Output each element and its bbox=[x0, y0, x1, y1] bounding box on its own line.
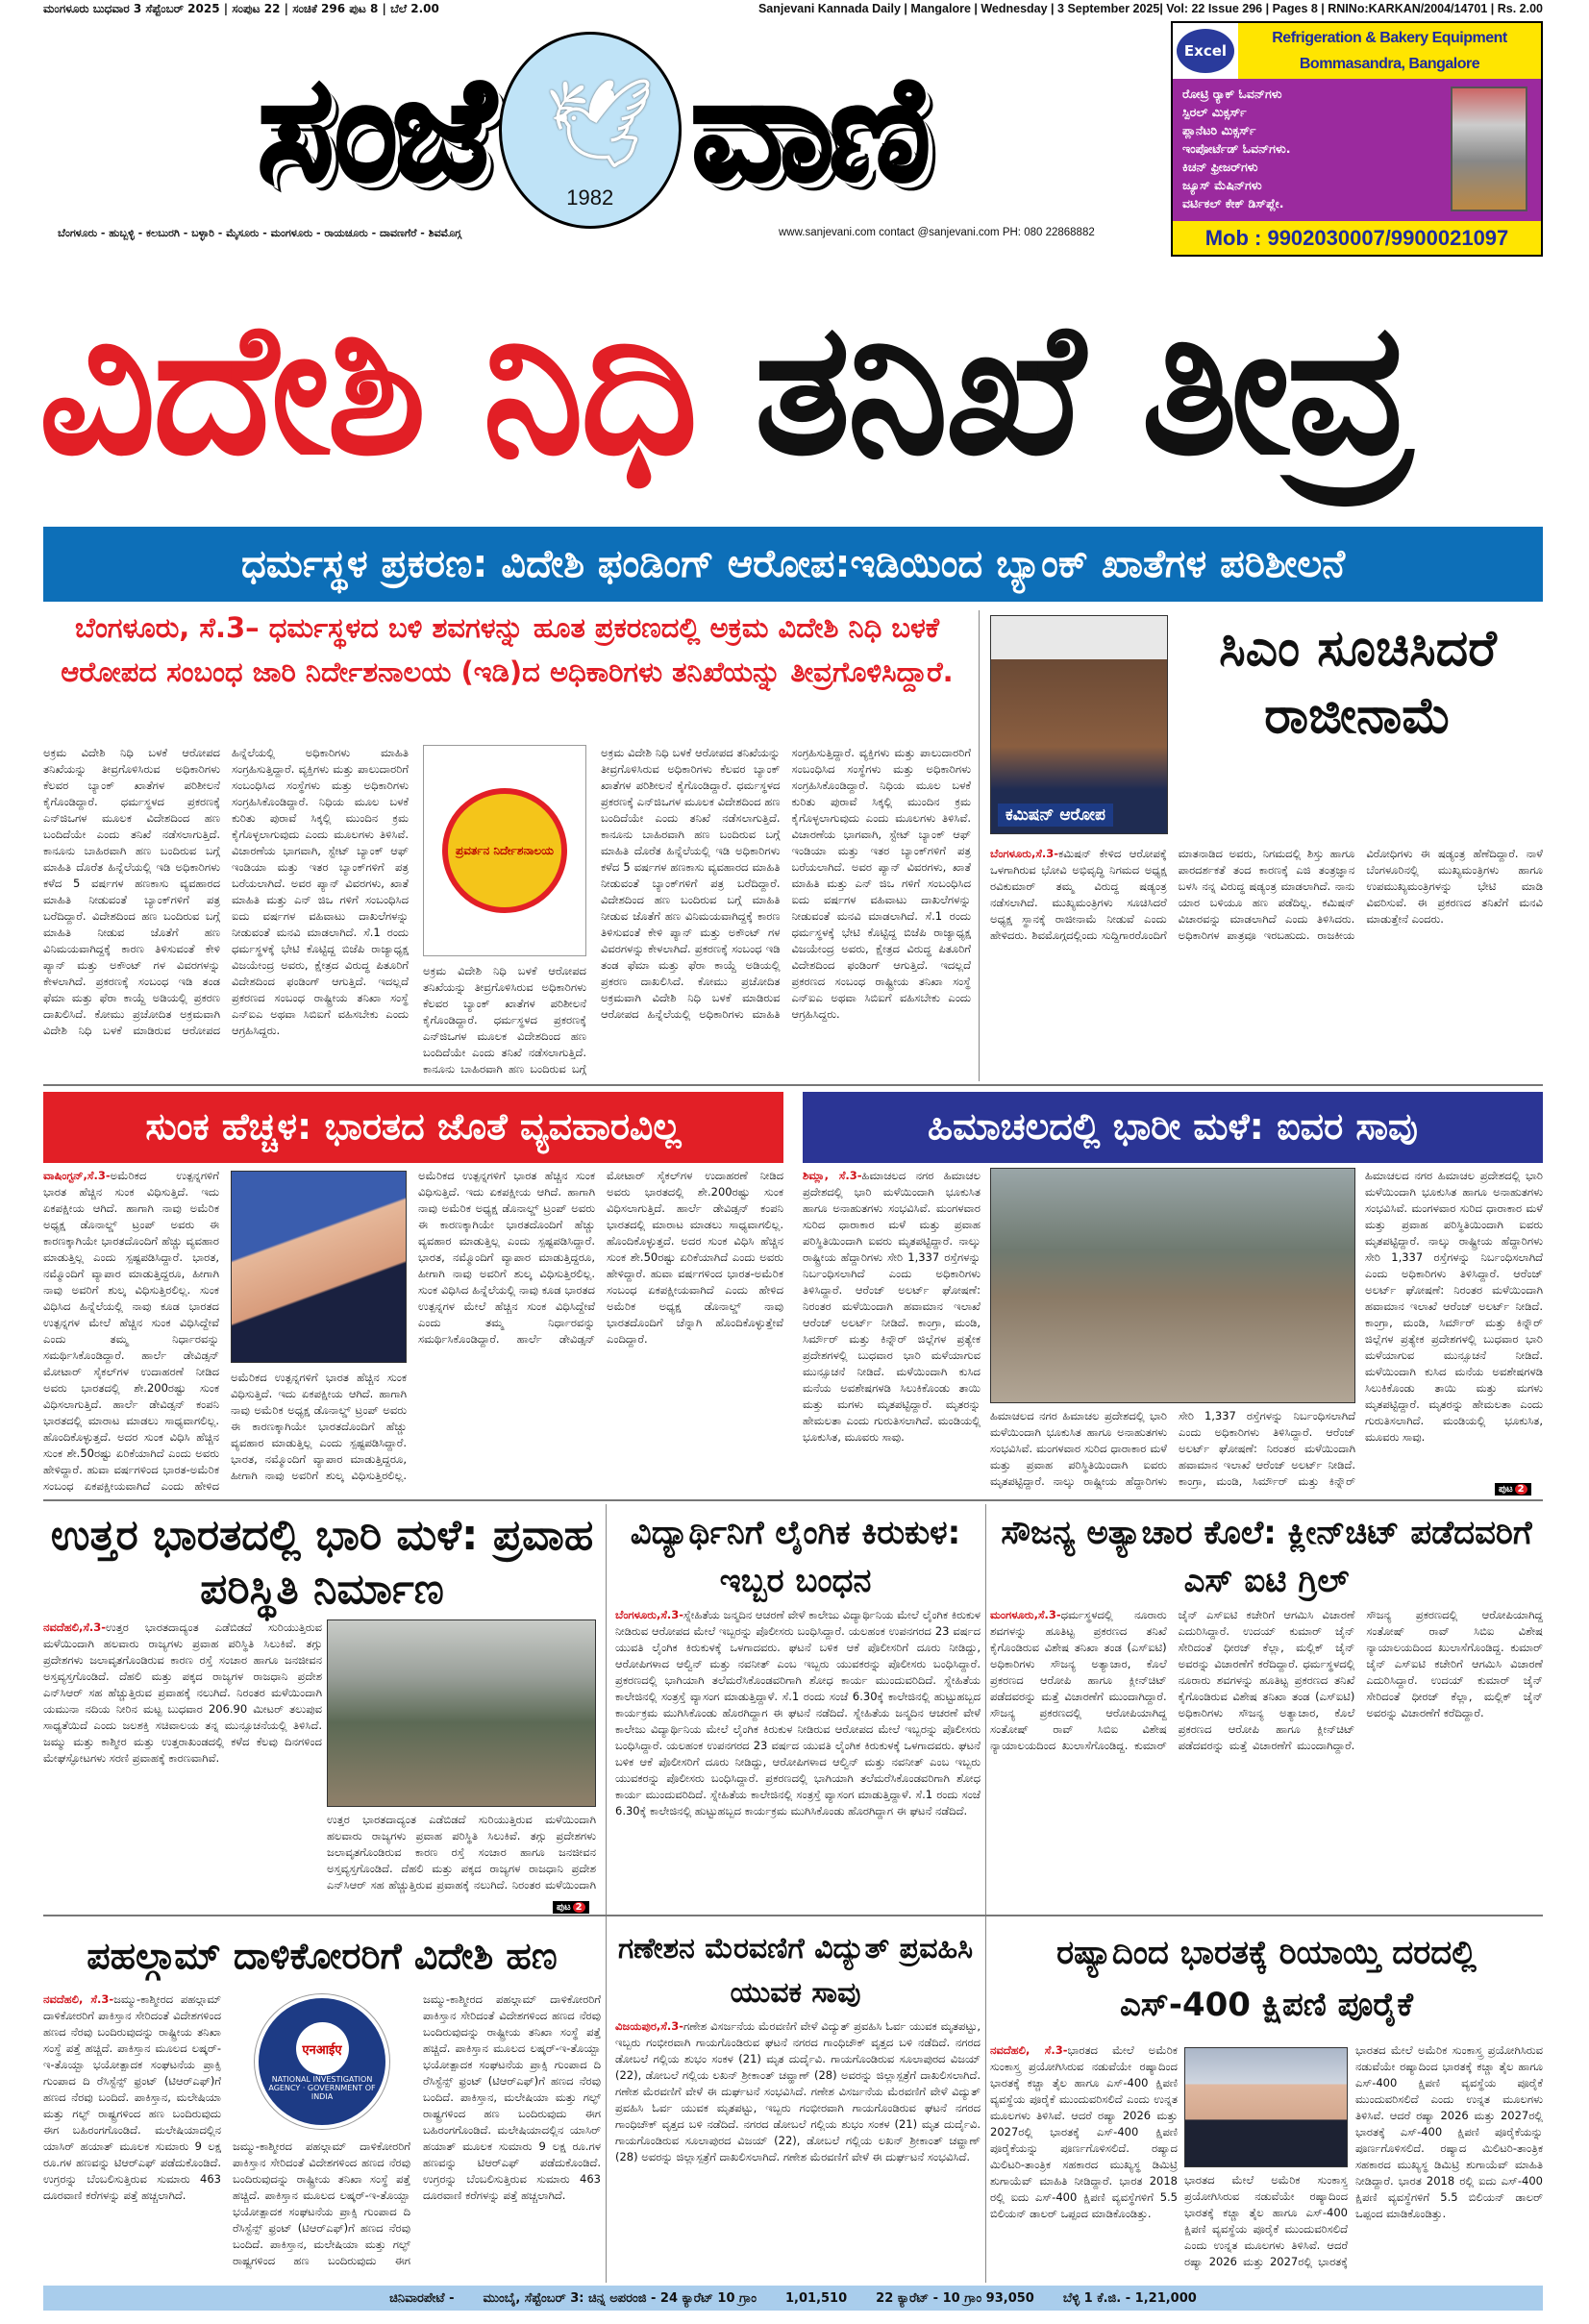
trump-photo bbox=[231, 1171, 407, 1363]
tariff-story-body-col3: ಅಮೆರಿಕದ ಉತ್ಪನ್ನಗಳಿಗೆ ಭಾರತ ಹೆಚ್ಚಿನ ಸುಂಕ ವಿಧಿಸುತ್ತಿದೆ. ಇದು ಏಕಪಕ್ಷೀಯ ಆಗಿದೆ. ಹಾಗಾಗಿ ನಾವು ಅಮೆರಿಕ ಅಧ್ಯಕ್ಷ ಡೊನಾಲ್ಡ್ ಟ್ರಂಪ್ ಅವರು ಈ ಕಾರಣಕ್ಕಾಗಿಯೇ ಭಾರತದೊಂದಿಗೆ ಹೆಚ್ಚು ವ್ಯವಹಾರ ಮಾಡುತ್ತಿಲ್ಲ ಎಂದು ಸ್ಪಷ್ಟಪಡಿಸಿದ್ದಾರೆ. ಭಾರತ, ನಮ್ಮೊಂದಿಗೆ ವ್ಯಾಪಾರ ಮಾಡುತ್ತಿದ್ದರೂ, ಹೀಗಾಗಿ ನಾವು ಅವರಿಗೆ ಶುಲ್ಕ ವಿಧಿಸುತ್ತಿರಲಿಲ್ಲ. ಸುಂಕ ವಿಧಿಸಿದ ಹಿನ್ನೆಲೆಯಲ್ಲಿ ನಾವು ಕೂಡ ಭಾರತದ ಉತ್ಪನ್ನಗಳ ಮೇಲೆ ಹೆಚ್ಚಿನ ಸುಂಕ ವಿಧಿಸಿದ್ದೇವೆ ಎಂದು ತಮ್ಮ ನಿರ್ಧಾರವನ್ನು ಸಮರ್ಥಿಸಿಕೊಂಡಿದ್ದಾರೆ. ಹಾರ್ಲೆ ಡೇವಿಡ್ಸನ್ ಮೋಟಾರ್ ಸೈಕಲ್‌ಗಳ ಉದಾಹರಣೆ ನೀಡಿದ ಅವರು ಭಾರತದಲ್ಲಿ ಶೇ.200ರಷ್ಟು ಸುಂಕ ವಿಧಿಸಲಾಗುತ್ತಿದೆ. ಹಾರ್ಲೆ ಡೇವಿಡ್ಸನ್ ಕಂಪನಿ ಭಾರತದಲ್ಲಿ ಮಾರಾಟ ಮಾಡಲು ಸಾಧ್ಯವಾಗಲಿಲ್ಲ. ಹೊಂದಿಕೊಳ್ಳುತ್ತದೆ. ಅದರ ಸುಂಕ ವಿಧಿಸಿ ಹೆಚ್ಚಿನ ಸುಂಕ ಶೇ.50ರಷ್ಟು ಏರಿಕೆಯಾಗಿದೆ ಎಂದು ಅವರು ಹೇಳಿದ್ದಾರೆ. ಹುವಾ ವರ್ಷಗಳಿಂದ ಭಾರತ-ಅಮೆರಿಕ ಸಂಬಂಧ ಏಕಪಕ್ಷೀಯವಾಗಿದೆ ಎಂದು ಹೇಳಿದ ಅಮೆರಿಕ ಅಧ್ಯಕ್ಷ ಡೊನಾಲ್ಡ್ ನಾವು ಭಾರತದೊಂದಿಗೆ ಚೆನ್ನಾಗಿ ಹೊಂದಿಕೊಳ್ಳುತ್ತೇವೆ ಎಂದಿದ್ದಾರೆ. bbox=[418, 1169, 783, 1346]
ad-item: ಪ್ಲಾನೆಟರಿ ಮಿಕ್ಸರ್ಸ್ bbox=[1182, 123, 1256, 137]
top-info-bar bbox=[43, 2, 1543, 19]
tariff-story-body-col2: ಅಮೆರಿಕದ ಉತ್ಪನ್ನಗಳಿಗೆ ಭಾರತ ಹೆಚ್ಚಿನ ಸುಂಕ ವಿಧಿಸುತ್ತಿದೆ. ಇದು ಏಕಪಕ್ಷೀಯ ಆಗಿದೆ. ಹಾಗಾಗಿ ನಾವು ಅಮೆರಿಕ ಅಧ್ಯಕ್ಷ ಡೊನಾಲ್ಡ್ ಟ್ರಂಪ್ ಅವರು ಈ ಕಾರಣಕ್ಕಾಗಿಯೇ ಭಾರತದೊಂದಿಗೆ ಹೆಚ್ಚು ವ್ಯವಹಾರ ಮಾಡುತ್ತಿಲ್ಲ ಎಂದು ಸ್ಪಷ್ಟಪಡಿಸಿದ್ದಾರೆ. ಭಾರತ, ನಮ್ಮೊಂದಿಗೆ ವ್ಯಾಪಾರ ಮಾಡುತ್ತಿದ್ದರೂ, ಹೀಗಾಗಿ ನಾವು ಅವರಿಗೆ ಶುಲ್ಕ ವಿಧಿಸುತ್ತಿರಲಿಲ್ಲ. bbox=[231, 1371, 407, 1482]
ad-item: ಇಂಪೋರ್ಟೆಡ್ ಓವನ್‌ಗಳು. bbox=[1182, 141, 1291, 156]
ad-item: ಕಿಚನ್ ಫ್ರೀಜರ್‌ಗಳು bbox=[1182, 160, 1258, 174]
north-rain-body-continued: ಉತ್ತರ ಭಾರತದಾದ್ಯಂತ ಎಡೆಬಿಡದೆ ಸುರಿಯುತ್ತಿರುವ ಮಳೆಯಿಂದಾಗಿ ಹಲವಾರು ರಾಜ್ಯಗಳು ಪ್ರವಾಹ ಪರಿಸ್ಥಿತಿ ಸಿಲುಕಿವೆ. ತಗ್ಗು ಪ್ರದೇಶಗಳು ಜಲಾವೃತಗೊಂಡಿರುವ ಕಾರಣ ರಸ್ತೆ ಸಂಚಾರ ಹಾಗೂ ಜನಜೀವನ ಅಸ್ತವ್ಯಸ್ತಗೊಂಡಿದೆ. ದೆಹಲಿ ಮತ್ತು ಪಕ್ಕದ ರಾಜ್ಯಗಳ ರಾಜಧಾನಿ ಪ್ರದೇಶ ಎನ್‌ಸಿಆರ್ ಸಹ ಹೆಚ್ಚುತ್ತಿರುವ ಪ್ರವಾಹಕ್ಕೆ ನಲುಗಿದೆ. ನಿರಂತರ ಮಳೆಯಿಂದಾಗಿ bbox=[327, 1813, 596, 1891]
section-divider bbox=[43, 1915, 1543, 1916]
s400-body-continued: ಭಾರತದ ಮೇಲೆ ಅಮೆರಿಕ ಸುಂಕಾಸ್ತ್ರ ಪ್ರಯೋಗಿಸಿರುವ ನಡುವೆಯೇ ರಷ್ಯಾದಿಂದ ಭಾರತಕ್ಕೆ ಕಚ್ಚಾ ತೈಲ ಹಾಗೂ ಎಸ್-400 ಕ್ಷಿಪಣಿ ವ್ಯವಸ್ಥೆಯ ಪೂರೈಕೆ ಮುಂದುವರಿಸಲಿದೆ ಎಂದು ಉನ್ನತ ಮೂಲಗಳು ತಿಳಿಸಿವೆ. ಆದರೆ ರಷ್ಯಾ 2026 ಮತ್ತು 2027ರಲ್ಲಿ ಭಾರತಕ್ಕೆ bbox=[1184, 2173, 1348, 2268]
ticker-item: 22 ಕ್ಯಾರೆಟ್ - 10 ಗ್ರಾಂ 93,050 bbox=[876, 2290, 1034, 2306]
nia-logo-text: NATIONAL INVESTIGATION AGENCY · GOVERNMENT OF INDIA bbox=[268, 2075, 376, 2101]
flood-street-photo bbox=[327, 1619, 596, 1807]
tariff-story-body: ವಾಷಿಂಗ್ಟನ್,ಸೆ.3-ಅಮೆರಿಕದ ಉತ್ಪನ್ನಗಳಿಗೆ ಭಾರತ ಹೆಚ್ಚಿನ ಸುಂಕ ವಿಧಿಸುತ್ತಿದೆ. ಇದು ಏಕಪಕ್ಷೀಯ ಆಗಿದೆ. ಹಾಗಾಗಿ ನಾವು ಅಮೆರಿಕ ಅಧ್ಯಕ್ಷ ಡೊನಾಲ್ಡ್ ಟ್ರಂಪ್ ಅವರು ಈ ಕಾರಣಕ್ಕಾಗಿಯೇ ಭಾರತದೊಂದಿಗೆ ಹೆಚ್ಚು ವ್ಯವಹಾರ ಮಾಡುತ್ತಿಲ್ಲ ಎಂದು ಸ್ಪಷ್ಟಪಡಿಸಿದ್ದಾರೆ. ಭಾರತ, ನಮ್ಮೊಂದಿಗೆ ವ್ಯಾಪಾರ ಮಾಡುತ್ತಿದ್ದರೂ, ಹೀಗಾಗಿ ನಾವು ಅವರಿಗೆ ಶುಲ್ಕ ವಿಧಿಸುತ್ತಿರಲಿಲ್ಲ. ಸುಂಕ ವಿಧಿಸಿದ ಹಿನ್ನೆಲೆಯಲ್ಲಿ ನಾವು ಕೂಡ ಭಾರತದ ಉತ್ಪನ್ನಗಳ ಮೇಲೆ ಹೆಚ್ಚಿನ ಸುಂಕ ವಿಧಿಸಿದ್ದೇವೆ ಎಂದು ತಮ್ಮ ನಿರ್ಧಾರವನ್ನು ಸಮರ್ಥಿಸಿಕೊಂಡಿದ್ದಾರೆ. ಹಾರ್ಲೆ ಡೇವಿಡ್ಸನ್ ಮೋಟಾರ್ ಸೈಕಲ್‌ಗಳ ಉದಾಹರಣೆ ನೀಡಿದ ಅವರು ಭಾರತದಲ್ಲಿ ಶೇ.200ರಷ್ಟು ಸುಂಕ ವಿಧಿಸಲಾಗುತ್ತಿದೆ. ಹಾರ್ಲೆ ಡೇವಿಡ್ಸನ್ ಕಂಪನಿ ಭಾರತದಲ್ಲಿ ಮಾರಾಟ ಮಾಡಲು ಸಾಧ್ಯವಾಗಲಿಲ್ಲ. ಹೊಂದಿಕೊಳ್ಳುತ್ತದೆ. ಅದರ ಸುಂಕ ವಿಧಿಸಿ ಹೆಚ್ಚಿನ ಸುಂಕ ಶೇ.50ರಷ್ಟು ಏರಿಕೆಯಾಗಿದೆ ಎಂದು ಅವರು ಹೇಳಿದ್ದಾರೆ. ಹುವಾ ವರ್ಷಗಳಿಂದ ಭಾರತ-ಅಮೆರಿಕ ಸಂಬಂಧ ಏಕಪಕ್ಷೀಯವಾಗಿದೆ ಎಂದು ಹೇಳಿದ bbox=[43, 1169, 219, 1493]
himachal-story-body-right: ಹಿಮಾಚಲದ ನಗರ ಹಿಮಾಚಲ ಪ್ರದೇಶದಲ್ಲಿ ಭಾರಿ ಮಳೆಯಿಂದಾಗಿ ಭೂಕುಸಿತ ಹಾಗೂ ಅನಾಹುತಗಳು ಸಂಭವಿಸಿವೆ. ಮಂಗಳವಾರ ಸುರಿದ ಧಾರಾಕಾರ ಮಳೆ ಮತ್ತು ಪ್ರವಾಹ ಪರಿಸ್ಥಿತಿಯಿಂದಾಗಿ ಐವರು ಮೃತಪಟ್ಟಿದ್ದಾರೆ. ನಾಲ್ಕು ರಾಷ್ಟ್ರೀಯ ಹೆದ್ದಾರಿಗಳು ಸೇರಿ 1,337 ರಸ್ತೆಗಳನ್ನು ನಿರ್ಬಂಧಿಸಲಾಗಿದೆ ಎಂದು ಅಧಿಕಾರಿಗಳು ತಿಳಿಸಿದ್ದಾರೆ. ಆರೆಂಜ್ ಅಲರ್ಟ್ ಘೋಷಣೆ: ನಿರಂತರ ಮಳೆಯಿಂದಾಗಿ ಹವಾಮಾನ ಇಲಾಖೆ ಆರೆಂಜ್ ಅಲರ್ಟ್ ನೀಡಿದೆ. ಕಾಂಗ್ರಾ, ಮಂಡಿ, ಸಿರ್ಮೌರ್ ಮತ್ತು ಕಿನ್ನೌರ್ ಜಿಲ್ಲೆಗಳ ಪ್ರತ್ಯೇಕ ಪ್ರದೇಶಗಳಲ್ಲಿ ಬುಧವಾರ ಭಾರಿ ಮಳೆಯಾಗುವ ಮುನ್ಸೂಚನೆ ನೀಡಿದೆ. ಮಳೆಯಿಂದಾಗಿ ಕುಸಿದ ಮನೆಯ ಅವಶೇಷಗಳಡಿ ಸಿಲುಕಿಕೊಂಡು ತಾಯಿ ಮತ್ತು ಮಗಳು ಮೃತಪಟ್ಟಿದ್ದಾರೆ. ಮೃತರನ್ನು ಹೇಮಲತಾ ಎಂದು ಗುರುತಿಸಲಾಗಿದೆ. ಮಂಡಿಯಲ್ಲಿ ಭೂಕುಸಿತ, ಮೂವರು ಸಾವು. bbox=[1365, 1169, 1543, 1444]
flood-photo bbox=[990, 1168, 1355, 1403]
ad-item: ಸ್ಪಿರಲ್ ಮಿಕ್ಸರ್ಸ್ bbox=[1182, 105, 1247, 119]
soujanya-headline: ಸೌಜನ್ಯ ಅತ್ಯಾಚಾರ ಕೊಲೆ: ಕ್ಲೀನ್‌ಚಿಟ್ ಪಡೆದವರಿಗೆ ಎಸ್ ಐಟಿ ಗ್ರಿಲ್ bbox=[1001, 1514, 1532, 1600]
pahalgam-headline: ಪಹಲ್ಗಾಮ್ ದಾಳಿಕೋರರಿಗೆ ವಿದೇಶಿ ಹಣ bbox=[87, 1935, 558, 1977]
cm-story-body: ಬೆಂಗಳೂರು,ಸೆ.3-ಕಮಿಷನ್ ಕೇಳಿದ ಆರೋಪಕ್ಕೆ ಒಳಗಾಗಿರುವ ಭೋವಿ ಅಭಿವೃದ್ಧಿ ನಿಗಮದ ಅಧ್ಯಕ್ಷ ರವಿಕುಮಾರ್ ತಮ್ಮ ವಿರುದ್ಧ ಷಡ್ಯಂತ್ರ ನಡೆಸಲಾಗಿದೆ. ಮುಖ್ಯಮಂತ್ರಿಗಳು ಸೂಚಿಸಿದರೆ ಅಧ್ಯಕ್ಷ ಸ್ಥಾನಕ್ಕೆ ರಾಜೀನಾಮೆ ನೀಡುವೆ ಎಂದು ಹೇಳಿದರು. ಶಿವಮೊಗ್ಗದಲ್ಲಿಂದು ಸುದ್ದಿಗಾರರೊಂದಿಗೆ ಮಾತನಾಡಿದ ಅವರು, ನಿಗಮದಲ್ಲಿ ಶಿಸ್ತು ಹಾಗೂ ಪಾರದರ್ಶಕತೆ ತಂದ ಕಾರಣಕ್ಕೆ ಎಜಿ ತಂತ್ರಜ್ಞಾನ ಬಳಸಿ ನನ್ನ ವಿರುದ್ಧ ಷಡ್ಯಂತ್ರ ಮಾಡಲಾಗಿದೆ. ನಾನು ಯಾರ ಬಳಿಯೂ ಹಣ ಪಡೆದಿಲ್ಲ. ಕಮಿಷನ್ ವಿಚಾರವನ್ನು ಮಾಡಲಾಗಿದೆ ಎಂದು ತಿಳಿಸಿದರು. ಅಧಿಕಾರಿಗಳ ಪಾತ್ರವೂ ಇರಬಹುದು. ರಾಜಕೀಯ ವಿರೋಧಿಗಳು ಈ ಷಡ್ಯಂತ್ರ ಹೆಣೆದಿದ್ದಾರೆ. ನಾಳೆ ಬೆಂಗಳೂರಿನಲ್ಲಿ ಮುಖ್ಯಮಂತ್ರಿಗಳು ಹಾಗೂ ಉಪಮುಖ್ಯಮಂತ್ರಿಗಳನ್ನು ಭೇಟಿ ಮಾಡಿ ವಿವರಿಸುವೆ. ಈ ಪ್ರಕರಣದ ತನಿಖೆಗೆ ಮನವಿ ಮಾಡುತ್ತೇನೆ ಎಂದರು. bbox=[990, 847, 1543, 942]
section-divider bbox=[43, 1084, 1543, 1086]
himachal-story-body: ಶಿಮ್ಲಾ, ಸೆ.3-ಹಿಮಾಚಲದ ನಗರ ಹಿಮಾಚಲ ಪ್ರದೇಶದಲ್ಲಿ ಭಾರಿ ಮಳೆಯಿಂದಾಗಿ ಭೂಕುಸಿತ ಹಾಗೂ ಅನಾಹುತಗಳು ಸಂಭವಿಸಿವೆ. ಮಂಗಳವಾರ ಸುರಿದ ಧಾರಾಕಾರ ಮಳೆ ಮತ್ತು ಪ್ರವಾಹ ಪರಿಸ್ಥಿತಿಯಿಂದಾಗಿ ಐವರು ಮೃತಪಟ್ಟಿದ್ದಾರೆ. ನಾಲ್ಕು ರಾಷ್ಟ್ರೀಯ ಹೆದ್ದಾರಿಗಳು ಸೇರಿ 1,337 ರಸ್ತೆಗಳನ್ನು ನಿರ್ಬಂಧಿಸಲಾಗಿದೆ ಎಂದು ಅಧಿಕಾರಿಗಳು ತಿಳಿಸಿದ್ದಾರೆ. ಆರೆಂಜ್ ಅಲರ್ಟ್ ಘೋಷಣೆ: ನಿರಂತರ ಮಳೆಯಿಂದಾಗಿ ಹವಾಮಾನ ಇಲಾಖೆ ಆರೆಂಜ್ ಅಲರ್ಟ್ ನೀಡಿದೆ. ಕಾಂಗ್ರಾ, ಮಂಡಿ, ಸಿರ್ಮೌರ್ ಮತ್ತು ಕಿನ್ನೌರ್ ಜಿಲ್ಲೆಗಳ ಪ್ರತ್ಯೇಕ ಪ್ರದೇಶಗಳಲ್ಲಿ ಬುಧವಾರ ಭಾರಿ ಮಳೆಯಾಗುವ ಮುನ್ಸೂಚನೆ ನೀಡಿದೆ. ಮಳೆಯಿಂದಾಗಿ ಕುಸಿದ ಮನೆಯ ಅವಶೇಷಗಳಡಿ ಸಿಲುಕಿಕೊಂಡು ತಾಯಿ ಮತ್ತು ಮಗಳು ಮೃತಪಟ್ಟಿದ್ದಾರೆ. ಮೃತರನ್ನು ಹೇಮಲತಾ ಎಂದು ಗುರುತಿಸಲಾಗಿದೆ. ಮಂಡಿಯಲ್ಲಿ ಭೂಕುಸಿತ, ಮೂವರು ಸಾವು. bbox=[803, 1169, 981, 1444]
ticker-item: ಮುಂಬೈ, ಸೆಪ್ಟೆಂಬರ್ 3: ಚಿನ್ನ ಅಪರಂಜಿ - 24 ಕ್ಯಾರೆಟ್ 10 ಗ್ರಾಂ bbox=[483, 2290, 757, 2306]
column-divider bbox=[979, 610, 980, 1081]
ticker-item: ಚಿನಿವಾರಪೇಟೆ - bbox=[389, 2290, 455, 2306]
commission-photo bbox=[990, 615, 1168, 834]
issue-info-kannada: ಮಂಗಳೂರು ಬುಧವಾರ 3 ಸೆಪ್ಟೆಂಬರ್ 2025 | ಸಂಪುಟ 22 | ಸಂಚಿಕೆ 296 ಪುಟ 8 | ಬೆಲೆ 2.00 bbox=[43, 2, 439, 15]
masthead-logo bbox=[58, 38, 1125, 221]
himachal-headline: ಹಿಮಾಚಲದಲ್ಲಿ ಭಾರೀ ಮಳೆ: ಐವರ ಸಾವು bbox=[803, 1092, 1543, 1163]
cm-story-headline: ಸಿಎಂ ಸೂಚಿಸಿದರೆ ರಾಜೀನಾಮೆ bbox=[1219, 620, 1497, 745]
issue-info-english: Sanjevani Kannada Daily | Mangalore | Wednesday | 3 September 2025| Vol: 22 Issue 296 | Pages 8 | RNINo:KARKAN/2004/14701 | Rs. 2.00 bbox=[757, 2, 1543, 15]
lead-paragraph: ಬೆಂಗಳೂರು, ಸೆ.3– ಧರ್ಮಸ್ಥಳದ ಬಳಿ ಶವಗಳನ್ನು ಹೂತ ಪ್ರಕರಣದಲ್ಲಿ ಅಕ್ರಮ ವಿದೇಶಿ ನಿಧಿ ಬಳಕೆ ಆರೋಪದ ಸಂಬಂಧ ಜಾರಿ ನಿರ್ದೇಶನಾಲಯ (ಇಡಿ)ದ ಅಧಿಕಾರಿಗಳು ತನಿಖೆಯನ್ನು ತೀವ್ರಗೊಳಿಸಿದ್ದಾರೆ. bbox=[61, 611, 954, 688]
main-story-body-left: ಅಕ್ರಮ ವಿದೇಶಿ ನಿಧಿ ಬಳಕೆ ಆರೋಪದ ತನಿಖೆಯನ್ನು ತೀವ್ರಗೊಳಿಸಿರುವ ಅಧಿಕಾರಿಗಳು ಕೆಲವರ ಬ್ಯಾಂಕ್ ಖಾತೆಗಳ ಪರಿಶೀಲನೆ ಕೈಗೊಂಡಿದ್ದಾರೆ. ಧರ್ಮಸ್ಥಳದ ಪ್ರಕರಣಕ್ಕೆ ಎನ್‌ಜಿಒಗಳ ಮೂಲಕ ವಿದೇಶದಿಂದ ಹಣ ಬಂದಿದೆಯೇ ಎಂದು ತನಿಖೆ ನಡೆಸಲಾಗುತ್ತಿದೆ. ಕಾನೂನು ಬಾಹಿರವಾಗಿ ಹಣ ಬಂದಿರುವ ಬಗ್ಗೆ ಮಾಹಿತಿ ದೊರೆತ ಹಿನ್ನೆಲೆಯಲ್ಲಿ ಇಡಿ ಅಧಿಕಾರಿಗಳು ಕಳೆದ 5 ವರ್ಷಗಳ ಹಣಕಾಸು ವ್ಯವಹಾರದ ಮಾಹಿತಿ ನೀಡುವಂತೆ ಬ್ಯಾಂಕ್‌ಗಳಿಗೆ ಪತ್ರ ಬರೆದಿದ್ದಾರೆ. ವಿದೇಶದಿಂದ ಹಣ ಬಂದಿರುವ ಬಗ್ಗೆ ಮಾಹಿತಿ ನೀಡುವ ಜೊತೆಗೆ ಹಣ ವಿನಿಮಯವಾಗಿದ್ದಕ್ಕೆ ಕಾರಣ ತಿಳಿಸುವಂತೆ ಕೇಳಿ ಪ್ಯಾನ್ ಮತ್ತು ಅಕೌಂಟ್ ಗಳ ವಿವರಗಳನ್ನು ಕೇಳಲಾಗಿದೆ. ಪ್ರಕರಣಕ್ಕೆ ಸಂಬಂಧ ಇಡಿ ತಂಡ ಫೆಮಾ ಮತ್ತು ಫೆರಾ ಕಾಯ್ದೆ ಅಡಿಯಲ್ಲಿ ಪ್ರಕರಣ ದಾಖಲಿಸಿದೆ. ಕೋಮು ಪ್ರಚೋದಿತ ಅಕ್ರಮವಾಗಿ ವಿದೇಶಿ ನಿಧಿ ಬಳಕೆ ಮಾಡಿರುವ ಆರೋಪದ ಹಿನ್ನೆಲೆಯಲ್ಲಿ ಅಧಿಕಾರಿಗಳು ಮಾಹಿತಿ ಸಂಗ್ರಹಿಸುತ್ತಿದ್ದಾರೆ. ವ್ಯಕ್ತಿಗಳು ಮತ್ತು ಪಾಲುದಾರರಿಗೆ ಸಂಬಂಧಿಸಿದ ಸಂಸ್ಥೆಗಳು ಮತ್ತು ಅಧಿಕಾರಿಗಳು ಸಂಗ್ರಹಿಸಿಕೊಂಡಿದ್ದಾರೆ. ನಿಧಿಯ ಮೂಲ ಬಳಕೆ ಕುರಿತು ಪುರಾವೆ ಸಿಕ್ಕಲ್ಲಿ ಮುಂದಿನ ಕ್ರಮ ಕೈಗೊಳ್ಳಲಾಗುವುದು ಎಂದು ಮೂಲಗಳು ತಿಳಿಸಿವೆ. ವಿಚಾರಣೆಯ ಭಾಗವಾಗಿ, ಸ್ಟೇಟ್ ಬ್ಯಾಂಕ್ ಆಫ್ ಇಂಡಿಯಾ ಮತ್ತು ಇತರ ಬ್ಯಾಂಕ್‌ಗಳಿಗೆ ಪತ್ರ ಬರೆಯಲಾಗಿದೆ. ಅವರ ಪ್ಯಾನ್ ವಿವರಗಳು, ಖಾತೆ ಮಾಹಿತಿ ಮತ್ತು ಎನ್ ಜಿಒ ಗಳಿಗೆ ಸಂಬಂಧಿಸಿದ ಐದು ವರ್ಷಗಳ ವಹಿವಾಟು ದಾಖಲೆಗಳನ್ನು ನೀಡುವಂತೆ ಮನವಿ ಮಾಡಲಾಗಿದೆ. ಸೆ.1 ರಂದು ಧರ್ಮಸ್ಥಳಕ್ಕೆ ಭೇಟಿ ಕೊಟ್ಟಿದ್ದ ಬಿಜೆಪಿ ರಾಜ್ಯಾಧ್ಯಕ್ಷ ವಿಜಯೇಂದ್ರ ಅವರು, ಕ್ಷೇತ್ರದ ವಿರುದ್ಧ ಪಿತೂರಿಗೆ ವಿದೇಶದಿಂದ ಫಂಡಿಂಗ್ ಆಗುತ್ತಿದೆ. ಇದಲ್ಲದೆ ಪ್ರಕರಣದ ಸಂಬಂಧ ರಾಷ್ಟ್ರೀಯ ತನಿಖಾ ಸಂಸ್ಥೆ ಎನ್‌ಐಎ ಅಥವಾ ಸಿಬಿಐಗೆ ವಹಿಸಬೇಕು ಎಂದು ಆಗ್ರಹಿಸಿದ್ದರು. bbox=[43, 746, 409, 1037]
advertisement[interactable] bbox=[1171, 21, 1543, 257]
dove-emblem-icon bbox=[499, 32, 682, 229]
headline-red: ವಿದೇಶಿ ನಿಧಿ bbox=[38, 283, 695, 495]
main-story-body-right: ಅಕ್ರಮ ವಿದೇಶಿ ನಿಧಿ ಬಳಕೆ ಆರೋಪದ ತನಿಖೆಯನ್ನು ತೀವ್ರಗೊಳಿಸಿರುವ ಅಧಿಕಾರಿಗಳು ಕೆಲವರ ಬ್ಯಾಂಕ್ ಖಾತೆಗಳ ಪರಿಶೀಲನೆ ಕೈಗೊಂಡಿದ್ದಾರೆ. ಧರ್ಮಸ್ಥಳದ ಪ್ರಕರಣಕ್ಕೆ ಎನ್‌ಜಿಒಗಳ ಮೂಲಕ ವಿದೇಶದಿಂದ ಹಣ ಬಂದಿದೆಯೇ ಎಂದು ತನಿಖೆ ನಡೆಸಲಾಗುತ್ತಿದೆ. ಕಾನೂನು ಬಾಹಿರವಾಗಿ ಹಣ ಬಂದಿರುವ ಬಗ್ಗೆ bbox=[423, 964, 586, 1075]
ad-location: Bommasandra, Bangalore bbox=[1299, 56, 1480, 72]
ganesha-body: ವಿಜಯಪುರ,ಸೆ.3-ಗಣೇಶ ವಿಸರ್ಜನೆಯ ಮೆರವಣಿಗೆ ವೇಳೆ ವಿದ್ಯುತ್ ಪ್ರವಹಿಸಿ ಓರ್ವ ಯುವಕ ಮೃತಪಟ್ಟು, ಇಬ್ಬರು ಗಂಭೀರವಾಗಿ ಗಾಯಗೊಂಡಿರುವ ಘಟನೆ ನಗರದ ಗಾಂಧಿಚೌಕ್ ವೃತ್ತದ ಬಳಿ ನಡೆದಿದೆ. ನಗರದ ಡೋಬಲೆ ಗಲ್ಲಿಯ ಶುಭಂ ಸಂಕಳ (21) ಮೃತ ದುರ್ದೈವಿ. ಗಾಯಗೊಂಡಿರುವ ಸೂಲಾಪುರದ ವಿಜಯ್ (22), ಡೋಬಲೆ ಗಲ್ಲಿಯ ಲಖನ್ ಶ್ರೀಕಾಂತ್ ಚವ್ಹಾಣ್ (28) ಅವರನ್ನು ಜಿಲ್ಲಾಸ್ಪತ್ರೆಗೆ ದಾಖಲಿಸಲಾಗಿದೆ. ಗಣೇಶ ಮೆರವಣಿಗೆ ವೇಳೆ ಈ ದುರ್ಘಟನೆ ಸಂಭವಿಸಿದೆ. ಗಣೇಶ ವಿಸರ್ಜನೆಯ ಮೆರವಣಿಗೆ ವೇಳೆ ವಿದ್ಯುತ್ ಪ್ರವಹಿಸಿ ಓರ್ವ ಯುವಕ ಮೃತಪಟ್ಟು, ಇಬ್ಬರು ಗಂಭೀರವಾಗಿ ಗಾಯಗೊಂಡಿರುವ ಘಟನೆ ನಗರದ ಗಾಂಧಿಚೌಕ್ ವೃತ್ತದ ಬಳಿ ನಡೆದಿದೆ. ನಗರದ ಡೋಬಲೆ ಗಲ್ಲಿಯ ಶುಭಂ ಸಂಕಳ (21) ಮೃತ ದುರ್ದೈವಿ. ಗಾಯಗೊಂಡಿರುವ ಸೂಲಾಪುರದ ವಿಜಯ್ (22), ಡೋಬಲೆ ಗಲ್ಲಿಯ ಲಖನ್ ಶ್ರೀಕಾಂತ್ ಚವ್ಹಾಣ್ (28) ಅವರನ್ನು ಜಿಲ್ಲಾಸ್ಪತ್ರೆಗೆ ದಾಖಲಿಸಲಾಗಿದೆ. ಗಣೇಶ ಮೆರವಣಿಗೆ ವೇಳೆ ಈ ದುರ್ಘಟನೆ ಸಂಭವಿಸಿದೆ. bbox=[615, 2019, 981, 2163]
main-headline bbox=[38, 260, 1548, 519]
ganesha-headline: ಗಣೇಶನ ಮೆರವಣಿಗೆ ವಿದ್ಯುತ್ ಪ್ರವಹಿಸಿ ಯುವಕ ಸಾವು bbox=[617, 1932, 974, 2010]
ticker-item: 1,01,510 bbox=[785, 2290, 848, 2306]
dove-icon: 🕊 bbox=[544, 72, 655, 174]
ad-phone: Mob : 9902030007/9900021097 bbox=[1173, 221, 1541, 255]
continued-page-ref[interactable]: ಪುಟ 2 bbox=[553, 1895, 589, 1914]
column-divider bbox=[985, 1504, 986, 2283]
pahalgam-body: ನವದೆಹಲಿ, ಸೆ.3-ಜಮ್ಮು-ಕಾಶ್ಮೀರದ ಪಹಲ್ಗಾಮ್ ದಾಳಿಕೋರರಿಗೆ ಪಾಕಿಸ್ತಾನ ಸೇರಿದಂತೆ ವಿದೇಶಗಳಿಂದ ಹಣದ ನೆರವು ಬಂದಿರುವುದನ್ನು ರಾಷ್ಟ್ರೀಯ ತನಿಖಾ ಸಂಸ್ಥೆ ಪತ್ತೆ ಹಚ್ಚಿದೆ. ಪಾಕಿಸ್ತಾನ ಮೂಲದ ಲಷ್ಕರ್-ಇ-ತೊಯ್ಬಾ ಭಯೋತ್ಪಾದಕ ಸಂಘಟನೆಯ ಪ್ರಾಕ್ಸಿ ಗುಂಪಾದ ದಿ ರೆಸಿಸ್ಟೆನ್ಸ್ ಫ್ರಂಟ್ (ಟಿಆರ್‌ಎಫ್)ಗೆ ಹಣದ ನೆರವು ಬಂದಿದೆ. ಪಾಕಿಸ್ತಾನ, ಮಲೇಷಿಯಾ ಮತ್ತು ಗಲ್ಫ್ ರಾಷ್ಟ್ರಗಳಿಂದ ಹಣ ಬಂದಿರುವುದು ಈಗ ಬಹಿರಂಗಗೊಂಡಿದೆ. ಮಲೇಷಿಯಾದಲ್ಲಿನ ಯಾಸಿರ್ ಹಯಾತ್ ಮೂಲಕ ಸುಮಾರು 9 ಲಕ್ಷ ರೂ.ಗಳ ಹಣವನ್ನು ಟಿಆರ್‌ಎಫ್ ಪಡೆದುಕೊಂಡಿದೆ. ಉಗ್ರರನ್ನು ಬೆಂಬಲಿಸುತ್ತಿರುವ ಸುಮಾರು 463 ದೂರವಾಣಿ ಕರೆಗಳನ್ನು ಪತ್ತೆ ಹಚ್ಚಲಾಗಿದೆ. bbox=[43, 1992, 221, 2202]
tariff-headline: ಸುಂಕ ಹೆಚ್ಚಳ: ಭಾರತದ ಜೊತೆ ವ್ಯವಹಾರವಿಲ್ಲ bbox=[43, 1092, 783, 1163]
ed-logo-image bbox=[423, 745, 586, 956]
ad-item: ವರ್ಟಿಕಲ್ ಕೇಕ್ ಡಿಸ್‌ಪ್ಲೇ. bbox=[1182, 196, 1284, 210]
logo-text-right: ವಾಣಿ bbox=[690, 46, 926, 213]
headline-black: ತನಿಖೆ ತೀವ್ರ bbox=[754, 283, 1408, 495]
north-rain-body: ನವದೆಹಲಿ,ಸೆ.3-ಉತ್ತರ ಭಾರತದಾದ್ಯಂತ ಎಡೆಬಿಡದೆ ಸುರಿಯುತ್ತಿರುವ ಮಳೆಯಿಂದಾಗಿ ಹಲವಾರು ರಾಜ್ಯಗಳು ಪ್ರವಾಹ ಪರಿಸ್ಥಿತಿ ಸಿಲುಕಿವೆ. ತಗ್ಗು ಪ್ರದೇಶಗಳು ಜಲಾವೃತಗೊಂಡಿರುವ ಕಾರಣ ರಸ್ತೆ ಸಂಚಾರ ಹಾಗೂ ಜನಜೀವನ ಅಸ್ತವ್ಯಸ್ತಗೊಂಡಿದೆ. ದೆಹಲಿ ಮತ್ತು ಪಕ್ಕದ ರಾಜ್ಯಗಳ ರಾಜಧಾನಿ ಪ್ರದೇಶ ಎನ್‌ಸಿಆರ್ ಸಹ ಹೆಚ್ಚುತ್ತಿರುವ ಪ್ರವಾಹಕ್ಕೆ ನಲುಗಿದೆ. ನಿರಂತರ ಮಳೆಯಿಂದಾಗಿ ಯಮುನಾ ನದಿಯ ನೀರಿನ ಮಟ್ಟ ಬುಧವಾರ 206.90 ಮೀಟರ್ ತಲುಪುವ ಸಾಧ್ಯತೆಯಿದೆ ಎಂದು ಜಲಶಕ್ತಿ ಸಚಿವಾಲಯ ತನ್ನ ಮುನ್ಸೂಚನೆಯಲ್ಲಿ ತಿಳಿಸಿದೆ. ಜಮ್ಮು ಮತ್ತು ಕಾಶ್ಮೀರ ಮತ್ತು ಉತ್ತರಾಖಂಡದಲ್ಲಿ ಕಳೆದ ಕೆಲವು ದಿನಗಳಿಂದ ಮೇಘಸ್ಫೋಟಗಳು ಸರಣಿ ಪ್ರವಾಹಕ್ಕೆ ಕಾರಣವಾಗಿವೆ. bbox=[43, 1620, 322, 1765]
ad-title: Refrigeration & Bakery Equipment bbox=[1272, 30, 1507, 46]
section-divider bbox=[43, 1499, 1543, 1501]
photo-caption: ಕಮಿಷನ್ ಆರೋಪ bbox=[998, 804, 1113, 827]
nia-logo bbox=[255, 1994, 389, 2129]
excel-logo: Excel bbox=[1173, 23, 1238, 79]
north-rain-headline: ಉತ್ತರ ಭಾರತದಲ್ಲಿ ಭಾರಿ ಮಳೆ: ಪ್ರವಾಹ ಪರಿಸ್ಥಿತಿ ನಿರ್ಮಾಣ bbox=[50, 1511, 594, 1614]
display-cabinet-image bbox=[1451, 87, 1527, 211]
subheadline-banner: ಧರ್ಮಸ್ಥಳ ಪ್ರಕರಣ: ವಿದೇಶಿ ಫಂಡಿಂಗ್ ಆರೋಪ:ಇಡಿಯಿಂದ ಬ್ಯಾಂಕ್ ಖಾತೆಗಳ ಪರಿಶೀಲನೆ bbox=[43, 527, 1543, 602]
s400-body: ನವದೆಹಲಿ, ಸೆ.3-ಭಾರತದ ಮೇಲೆ ಅಮೆರಿಕ ಸುಂಕಾಸ್ತ್ರ ಪ್ರಯೋಗಿಸಿರುವ ನಡುವೆಯೇ ರಷ್ಯಾದಿಂದ ಭಾರತಕ್ಕೆ ಕಚ್ಚಾ ತೈಲ ಹಾಗೂ ಎಸ್-400 ಕ್ಷಿಪಣಿ ವ್ಯವಸ್ಥೆಯ ಪೂರೈಕೆ ಮುಂದುವರಿಸಲಿದೆ ಎಂದು ಉನ್ನತ ಮೂಲಗಳು ತಿಳಿಸಿವೆ. ಆದರೆ ರಷ್ಯಾ 2026 ಮತ್ತು 2027ರಲ್ಲಿ ಭಾರತಕ್ಕೆ ಎಸ್-400 ಕ್ಷಿಪಣಿ ಪೂರೈಕೆಯನ್ನು ಪೂರ್ಣಗೊಳಿಸಲಿದೆ. ರಷ್ಯಾದ ಮಿಲಿಟರಿ-ತಾಂತ್ರಿಕ ಸಹಕಾರದ ಮುಖ್ಯಸ್ಥ ಡಿಮಿಟ್ರಿ ಶುಗಾಯೆವ್ ಮಾಹಿತಿ ನೀಡಿದ್ದಾರೆ. ಭಾರತ 2018 ರಲ್ಲಿ ಐದು ಎಸ್-400 ಕ್ಷಿಪಣಿ ವ್ಯವಸ್ಥೆಗಳಿಗೆ 5.5 ಬಿಲಿಯನ್ ಡಾಲರ್ ಒಪ್ಪಂದ ಮಾಡಿಕೊಂಡಿತ್ತು. bbox=[990, 2043, 1178, 2220]
founding-year: 1982 bbox=[566, 185, 614, 210]
harassment-body: ಬೆಂಗಳೂರು,ಸೆ.3-ಸ್ನೇಹಿತೆಯ ಜನ್ಮದಿನ ಆಚರಣೆ ವೇಳೆ ಕಾಲೇಜು ವಿದ್ಯಾರ್ಥಿನಿಯ ಮೇಲೆ ಲೈಂಗಿಕ ಕಿರುಕುಳ ನೀಡಿರುವ ಆರೋಪದ ಮೇಲೆ ಇಬ್ಬರನ್ನು ಪೊಲೀಸರು ಬಂಧಿಸಿದ್ದಾರೆ. ಯಲಹಂಕ ಉಪನಗರದ 23 ವರ್ಷದ ಯುವತಿ ಲೈಂಗಿಕ ಕಿರುಕುಳಕ್ಕೆ ಒಳಗಾದವರು. ಘಟನೆ ಬಳಿಕ ಆಕೆ ಪೊಲೀಸರಿಗೆ ದೂರು ನೀಡಿದ್ದು, ಆರೋಪಿಗಳಾದ ಆಲ್ವಿನ್ ಮತ್ತು ನವನೀತ್ ಎಂಬ ಇಬ್ಬರು ಯುವಕರನ್ನು ಪೊಲೀಸರು ಬಂಧಿಸಿದ್ದಾರೆ. ಪ್ರಕರಣದಲ್ಲಿ ಭಾಗಿಯಾಗಿ ತಲೆಮರೆಸಿಕೊಂಡವರಿಗಾಗಿ ಶೋಧ ಕಾರ್ಯ ಮುಂದುವರಿದಿದೆ. ಸ್ನೇಹಿತೆಯ ಕಾಲೇಜಿನಲ್ಲಿ ಸಂತ್ರಸ್ತೆ ವ್ಯಾಸಂಗ ಮಾಡುತ್ತಿದ್ದಾಳೆ. ಸೆ.1 ರಂದು ಸಂಜೆ 6.30ಕ್ಕೆ ಕಾಲೇಜಿನಲ್ಲಿ ಹುಟ್ಟುಹಬ್ಬದ ಕಾರ್ಯಕ್ರಮ ಮುಗಿಸಿಕೊಂಡು ಹೊರಗಿದ್ದಾಗ ಈ ಘಟನೆ ನಡೆದಿದೆ. ಸ್ನೇಹಿತೆಯ ಜನ್ಮದಿನ ಆಚರಣೆ ವೇಳೆ ಕಾಲೇಜು ವಿದ್ಯಾರ್ಥಿನಿಯ ಮೇಲೆ ಲೈಂಗಿಕ ಕಿರುಕುಳ ನೀಡಿರುವ ಆರೋಪದ ಮೇಲೆ ಇಬ್ಬರನ್ನು ಪೊಲೀಸರು ಬಂಧಿಸಿದ್ದಾರೆ. ಯಲಹಂಕ ಉಪನಗರದ 23 ವರ್ಷದ ಯುವತಿ ಲೈಂಗಿಕ ಕಿರುಕುಳಕ್ಕೆ ಒಳಗಾದವರು. ಘಟನೆ ಬಳಿಕ ಆಕೆ ಪೊಲೀಸರಿಗೆ ದೂರು ನೀಡಿದ್ದು, ಆರೋಪಿಗಳಾದ ಆಲ್ವಿನ್ ಮತ್ತು ನವನೀತ್ ಎಂಬ ಇಬ್ಬರು ಯುವಕರನ್ನು ಪೊಲೀಸರು ಬಂಧಿಸಿದ್ದಾರೆ. ಪ್ರಕರಣದಲ್ಲಿ ಭಾಗಿಯಾಗಿ ತಲೆಮರೆಸಿಕೊಂಡವರಿಗಾಗಿ ಶೋಧ ಕಾರ್ಯ ಮುಂದುವರಿದಿದೆ. ಸ್ನೇಹಿತೆಯ ಕಾಲೇಜಿನಲ್ಲಿ ಸಂತ್ರಸ್ತೆ ವ್ಯಾಸಂಗ ಮಾಡುತ್ತಿದ್ದಾಳೆ. ಸೆ.1 ರಂದು ಸಂಜೆ 6.30ಕ್ಕೆ ಕಾಲೇಜಿನಲ್ಲಿ ಹುಟ್ಟುಹಬ್ಬದ ಕಾರ್ಯಕ್ರಮ ಮುಗಿಸಿಕೊಂಡು ಹೊರಗಿದ್ದಾಗ ಈ ಘಟನೆ ನಡೆದಿದೆ. bbox=[615, 1608, 981, 1817]
main-story-body-continued: ಅಕ್ರಮ ವಿದೇಶಿ ನಿಧಿ ಬಳಕೆ ಆರೋಪದ ತನಿಖೆಯನ್ನು ತೀವ್ರಗೊಳಿಸಿರುವ ಅಧಿಕಾರಿಗಳು ಕೆಲವರ ಬ್ಯಾಂಕ್ ಖಾತೆಗಳ ಪರಿಶೀಲನೆ ಕೈಗೊಂಡಿದ್ದಾರೆ. ಧರ್ಮಸ್ಥಳದ ಪ್ರಕರಣಕ್ಕೆ ಎನ್‌ಜಿಒಗಳ ಮೂಲಕ ವಿದೇಶದಿಂದ ಹಣ ಬಂದಿದೆಯೇ ಎಂದು ತನಿಖೆ ನಡೆಸಲಾಗುತ್ತಿದೆ. ಕಾನೂನು ಬಾಹಿರವಾಗಿ ಹಣ ಬಂದಿರುವ ಬಗ್ಗೆ ಮಾಹಿತಿ ದೊರೆತ ಹಿನ್ನೆಲೆಯಲ್ಲಿ ಇಡಿ ಅಧಿಕಾರಿಗಳು ಕಳೆದ 5 ವರ್ಷಗಳ ಹಣಕಾಸು ವ್ಯವಹಾರದ ಮಾಹಿತಿ ನೀಡುವಂತೆ ಬ್ಯಾಂಕ್‌ಗಳಿಗೆ ಪತ್ರ ಬರೆದಿದ್ದಾರೆ. ವಿದೇಶದಿಂದ ಹಣ ಬಂದಿರುವ ಬಗ್ಗೆ ಮಾಹಿತಿ ನೀಡುವ ಜೊತೆಗೆ ಹಣ ವಿನಿಮಯವಾಗಿದ್ದಕ್ಕೆ ಕಾರಣ ತಿಳಿಸುವಂತೆ ಕೇಳಿ ಪ್ಯಾನ್ ಮತ್ತು ಅಕೌಂಟ್ ಗಳ ವಿವರಗಳನ್ನು ಕೇಳಲಾಗಿದೆ. ಪ್ರಕರಣಕ್ಕೆ ಸಂಬಂಧ ಇಡಿ ತಂಡ ಫೆಮಾ ಮತ್ತು ಫೆರಾ ಕಾಯ್ದೆ ಅಡಿಯಲ್ಲಿ ಪ್ರಕರಣ ದಾಖಲಿಸಿದೆ. ಕೋಮು ಪ್ರಚೋದಿತ ಅಕ್ರಮವಾಗಿ ವಿದೇಶಿ ನಿಧಿ ಬಳಕೆ ಮಾಡಿರುವ ಆರೋಪದ ಹಿನ್ನೆಲೆಯಲ್ಲಿ ಅಧಿಕಾರಿಗಳು ಮಾಹಿತಿ ಸಂಗ್ರಹಿಸುತ್ತಿದ್ದಾರೆ. ವ್ಯಕ್ತಿಗಳು ಮತ್ತು ಪಾಲುದಾರರಿಗೆ ಸಂಬಂಧಿಸಿದ ಸಂಸ್ಥೆಗಳು ಮತ್ತು ಅಧಿಕಾರಿಗಳು ಸಂಗ್ರಹಿಸಿಕೊಂಡಿದ್ದಾರೆ. ನಿಧಿಯ ಮೂಲ ಬಳಕೆ ಕುರಿತು ಪುರಾವೆ ಸಿಕ್ಕಲ್ಲಿ ಮುಂದಿನ ಕ್ರಮ ಕೈಗೊಳ್ಳಲಾಗುವುದು ಎಂದು ಮೂಲಗಳು ತಿಳಿಸಿವೆ. ವಿಚಾರಣೆಯ ಭಾಗವಾಗಿ, ಸ್ಟೇಟ್ ಬ್ಯಾಂಕ್ ಆಫ್ ಇಂಡಿಯಾ ಮತ್ತು ಇತರ ಬ್ಯಾಂಕ್‌ಗಳಿಗೆ ಪತ್ರ ಬರೆಯಲಾಗಿದೆ. ಅವರ ಪ್ಯಾನ್ ವಿವರಗಳು, ಖಾತೆ ಮಾಹಿತಿ ಮತ್ತು ಎನ್ ಜಿಒ ಗಳಿಗೆ ಸಂಬಂಧಿಸಿದ ಐದು ವರ್ಷಗಳ ವಹಿವಾಟು ದಾಖಲೆಗಳನ್ನು ನೀಡುವಂತೆ ಮನವಿ ಮಾಡಲಾಗಿದೆ. ಸೆ.1 ರಂದು ಧರ್ಮಸ್ಥಳಕ್ಕೆ ಭೇಟಿ ಕೊಟ್ಟಿದ್ದ ಬಿಜೆಪಿ ರಾಜ್ಯಾಧ್ಯಕ್ಷ ವಿಜಯೇಂದ್ರ ಅವರು, ಕ್ಷೇತ್ರದ ವಿರುದ್ಧ ಪಿತೂರಿಗೆ ವಿದೇಶದಿಂದ ಫಂಡಿಂಗ್ ಆಗುತ್ತಿದೆ. ಇದಲ್ಲದೆ ಪ್ರಕರಣದ ಸಂಬಂಧ ರಾಷ್ಟ್ರೀಯ ತನಿಖಾ ಸಂಸ್ಥೆ ಎನ್‌ಐಎ ಅಥವಾ ಸಿಬಿಐಗೆ ವಹಿಸಬೇಕು ಎಂದು ಆಗ್ರಹಿಸಿದ್ದರು. bbox=[601, 746, 971, 1021]
putin-photo bbox=[1184, 2047, 1348, 2167]
gold-price-ticker bbox=[43, 2286, 1543, 2311]
soujanya-body: ಮಂಗಳೂರು,ಸೆ.3-ಧರ್ಮಸ್ಥಳದಲ್ಲಿ ನೂರಾರು ಶವಗಳನ್ನು ಹೂತಿಟ್ಟ ಪ್ರಕರಣದ ತನಿಖೆ ಕೈಗೊಂಡಿರುವ ವಿಶೇಷ ತನಿಖಾ ತಂಡ (ಎಸ್‌ಐಟಿ) ಅಧಿಕಾರಿಗಳು ಸೌಜನ್ಯ ಅತ್ಯಾಚಾರ, ಕೊಲೆ ಪ್ರಕರಣದ ಆರೋಪಿ ಹಾಗೂ ಕ್ಲೀನ್‌ಚಿಟ್ ಪಡೆದವರನ್ನು ಮತ್ತೆ ವಿಚಾರಣೆಗೆ ಮುಂದಾಗಿದ್ದಾರೆ. ಸೌಜನ್ಯ ಪ್ರಕರಣದಲ್ಲಿ ಆರೋಪಿಯಾಗಿದ್ದ ಸಂತೋಷ್ ರಾವ್ ಸಿಬಿಐ ವಿಶೇಷ ನ್ಯಾಯಾಲಯದಿಂದ ಖುಲಾಸೆಗೊಂಡಿದ್ದ. ಕುಮಾರ್ ಜೈನ್ ಎಸ್‌ಐಟಿ ಕಚೇರಿಗೆ ಆಗಮಿಸಿ ವಿಚಾರಣೆ ಎದುರಿಸಿದ್ದಾರೆ. ಉದಯ್ ಕುಮಾರ್ ಜೈನ್ ಸೇರಿದಂತೆ ಧೀರಜ್ ಕೆಲ್ಲಾ, ಮಲ್ಲಿಕ್ ಜೈನ್ ಅವರನ್ನು ವಿಚಾರಣೆಗೆ ಕರೆದಿದ್ದಾರೆ. ಧರ್ಮಸ್ಥಳದಲ್ಲಿ ನೂರಾರು ಶವಗಳನ್ನು ಹೂತಿಟ್ಟ ಪ್ರಕರಣದ ತನಿಖೆ ಕೈಗೊಂಡಿರುವ ವಿಶೇಷ ತನಿಖಾ ತಂಡ (ಎಸ್‌ಐಟಿ) ಅಧಿಕಾರಿಗಳು ಸೌಜನ್ಯ ಅತ್ಯಾಚಾರ, ಕೊಲೆ ಪ್ರಕರಣದ ಆರೋಪಿ ಹಾಗೂ ಕ್ಲೀನ್‌ಚಿಟ್ ಪಡೆದವರನ್ನು ಮತ್ತೆ ವಿಚಾರಣೆಗೆ ಮುಂದಾಗಿದ್ದಾರೆ. ಸೌಜನ್ಯ ಪ್ರಕರಣದಲ್ಲಿ ಆರೋಪಿಯಾಗಿದ್ದ ಸಂತೋಷ್ ರಾವ್ ಸಿಬಿಐ ವಿಶೇಷ ನ್ಯಾಯಾಲಯದಿಂದ ಖುಲಾಸೆಗೊಂಡಿದ್ದ. ಕುಮಾರ್ ಜೈನ್ ಎಸ್‌ಐಟಿ ಕಚೇರಿಗೆ ಆಗಮಿಸಿ ವಿಚಾರಣೆ ಎದುರಿಸಿದ್ದಾರೆ. ಉದಯ್ ಕುಮಾರ್ ಜೈನ್ ಸೇರಿದಂತೆ ಧೀರಜ್ ಕೆಲ್ಲಾ, ಮಲ್ಲಿಕ್ ಜೈನ್ ಅವರನ್ನು ವಿಚಾರಣೆಗೆ ಕರೆದಿದ್ದಾರೆ. bbox=[990, 1608, 1543, 1752]
s400-headline: ರಷ್ಯಾದಿಂದ ಭಾರತಕ್ಕೆ ರಿಯಾಯ್ತಿ ದರದಲ್ಲಿ ಎಸ್-400 ಕ್ಷಿಪಣಿ ಪೂರೈಕೆ bbox=[1056, 1934, 1477, 2024]
nia-emblem-icon: एनआईए bbox=[296, 2022, 349, 2075]
pahalgam-body-col3: ಜಮ್ಮು-ಕಾಶ್ಮೀರದ ಪಹಲ್ಗಾಮ್ ದಾಳಿಕೋರರಿಗೆ ಪಾಕಿಸ್ತಾನ ಸೇರಿದಂತೆ ವಿದೇಶಗಳಿಂದ ಹಣದ ನೆರವು ಬಂದಿರುವುದನ್ನು ರಾಷ್ಟ್ರೀಯ ತನಿಖಾ ಸಂಸ್ಥೆ ಪತ್ತೆ ಹಚ್ಚಿದೆ. ಪಾಕಿಸ್ತಾನ ಮೂಲದ ಲಷ್ಕರ್-ಇ-ತೊಯ್ಬಾ ಭಯೋತ್ಪಾದಕ ಸಂಘಟನೆಯ ಪ್ರಾಕ್ಸಿ ಗುಂಪಾದ ದಿ ರೆಸಿಸ್ಟೆನ್ಸ್ ಫ್ರಂಟ್ (ಟಿಆರ್‌ಎಫ್)ಗೆ ಹಣದ ನೆರವು ಬಂದಿದೆ. ಪಾಕಿಸ್ತಾನ, ಮಲೇಷಿಯಾ ಮತ್ತು ಗಲ್ಫ್ ರಾಷ್ಟ್ರಗಳಿಂದ ಹಣ ಬಂದಿರುವುದು ಈಗ ಬಹಿರಂಗಗೊಂಡಿದೆ. ಮಲೇಷಿಯಾದಲ್ಲಿನ ಯಾಸಿರ್ ಹಯಾತ್ ಮೂಲಕ ಸುಮಾರು 9 ಲಕ್ಷ ರೂ.ಗಳ ಹಣವನ್ನು ಟಿಆರ್‌ಎಫ್ ಪಡೆದುಕೊಂಡಿದೆ. ಉಗ್ರರನ್ನು ಬೆಂಬಲಿಸುತ್ತಿರುವ ಸುಮಾರು 463 ದೂರವಾಣಿ ಕರೆಗಳನ್ನು ಪತ್ತೆ ಹಚ್ಚಲಾಗಿದೆ. bbox=[423, 1992, 601, 2202]
harassment-headline: ವಿದ್ಯಾರ್ಥಿನಿಗೆ ಲೈಂಗಿಕ ಕಿರುಕುಳ: ಇಬ್ಬರ ಬಂಧನ bbox=[630, 1514, 961, 1600]
ad-item: ರೋಟ್ರಿ ರ್‍ಯಾಕ್ ಓವನ್‌ಗಳು bbox=[1182, 87, 1282, 101]
column-divider bbox=[606, 1504, 607, 2283]
ad-item: ಜ್ಯೂಸ್ ಮೆಷಿನ್‌ಗಳು bbox=[1182, 178, 1262, 192]
logo-text-left: ಸಂಜೆ bbox=[257, 46, 489, 213]
edition-cities: ಬೆಂಗಳೂರು - ಹುಬ್ಬಳ್ಳಿ - ಕಲಬುರಗಿ - ಬಳ್ಳಾರಿ - ಮೈಸೂರು - ಮಂಗಳೂರು - ರಾಯಚೂರು - ದಾವಣಗೆರೆ - ಶಿವಮೊಗ್ಗ bbox=[58, 227, 461, 239]
pahalgam-body-col2: ಜಮ್ಮು-ಕಾಶ್ಮೀರದ ಪಹಲ್ಗಾಮ್ ದಾಳಿಕೋರರಿಗೆ ಪಾಕಿಸ್ತಾನ ಸೇರಿದಂತೆ ವಿದೇಶಗಳಿಂದ ಹಣದ ನೆರವು ಬಂದಿರುವುದನ್ನು ರಾಷ್ಟ್ರೀಯ ತನಿಖಾ ಸಂಸ್ಥೆ ಪತ್ತೆ ಹಚ್ಚಿದೆ. ಪಾಕಿಸ್ತಾನ ಮೂಲದ ಲಷ್ಕರ್-ಇ-ತೊಯ್ಬಾ ಭಯೋತ್ಪಾದಕ ಸಂಘಟನೆಯ ಪ್ರಾಕ್ಸಿ ಗುಂಪಾದ ದಿ ರೆಸಿಸ್ಟೆನ್ಸ್ ಫ್ರಂಟ್ (ಟಿಆರ್‌ಎಫ್)ಗೆ ಹಣದ ನೆರವು ಬಂದಿದೆ. ಪಾಕಿಸ್ತಾನ, ಮಲೇಷಿಯಾ ಮತ್ತು ಗಲ್ಫ್ ರಾಷ್ಟ್ರಗಳಿಂದ ಹಣ ಬಂದಿರುವುದು ಈಗ bbox=[233, 2139, 410, 2267]
himachal-story-body-bottom: ಹಿಮಾಚಲದ ನಗರ ಹಿಮಾಚಲ ಪ್ರದೇಶದಲ್ಲಿ ಭಾರಿ ಮಳೆಯಿಂದಾಗಿ ಭೂಕುಸಿತ ಹಾಗೂ ಅನಾಹುತಗಳು ಸಂಭವಿಸಿವೆ. ಮಂಗಳವಾರ ಸುರಿದ ಧಾರಾಕಾರ ಮಳೆ ಮತ್ತು ಪ್ರವಾಹ ಪರಿಸ್ಥಿತಿಯಿಂದಾಗಿ ಐವರು ಮೃತಪಟ್ಟಿದ್ದಾರೆ. ನಾಲ್ಕು ರಾಷ್ಟ್ರೀಯ ಹೆದ್ದಾರಿಗಳು ಸೇರಿ 1,337 ರಸ್ತೆಗಳನ್ನು ನಿರ್ಬಂಧಿಸಲಾಗಿದೆ ಎಂದು ಅಧಿಕಾರಿಗಳು ತಿಳಿಸಿದ್ದಾರೆ. ಆರೆಂಜ್ ಅಲರ್ಟ್ ಘೋಷಣೆ: ನಿರಂತರ ಮಳೆಯಿಂದಾಗಿ ಹವಾಮಾನ ಇಲಾಖೆ ಆರೆಂಜ್ ಅಲರ್ಟ್ ನೀಡಿದೆ. ಕಾಂಗ್ರಾ, ಮಂಡಿ, ಸಿರ್ಮೌರ್ ಮತ್ತು ಕಿನ್ನೌರ್ bbox=[990, 1409, 1355, 1488]
continued-page-ref[interactable]: ಪುಟ 2 bbox=[1495, 1477, 1531, 1496]
s400-body-right: ಭಾರತದ ಮೇಲೆ ಅಮೆರಿಕ ಸುಂಕಾಸ್ತ್ರ ಪ್ರಯೋಗಿಸಿರುವ ನಡುವೆಯೇ ರಷ್ಯಾದಿಂದ ಭಾರತಕ್ಕೆ ಕಚ್ಚಾ ತೈಲ ಹಾಗೂ ಎಸ್-400 ಕ್ಷಿಪಣಿ ವ್ಯವಸ್ಥೆಯ ಪೂರೈಕೆ ಮುಂದುವರಿಸಲಿದೆ ಎಂದು ಉನ್ನತ ಮೂಲಗಳು ತಿಳಿಸಿವೆ. ಆದರೆ ರಷ್ಯಾ 2026 ಮತ್ತು 2027ರಲ್ಲಿ ಭಾರತಕ್ಕೆ ಎಸ್-400 ಕ್ಷಿಪಣಿ ಪೂರೈಕೆಯನ್ನು ಪೂರ್ಣಗೊಳಿಸಲಿದೆ. ರಷ್ಯಾದ ಮಿಲಿಟರಿ-ತಾಂತ್ರಿಕ ಸಹಕಾರದ ಮುಖ್ಯಸ್ಥ ಡಿಮಿಟ್ರಿ ಶುಗಾಯೆವ್ ಮಾಹಿತಿ ನೀಡಿದ್ದಾರೆ. ಭಾರತ 2018 ರಲ್ಲಿ ಐದು ಎಸ್-400 ಕ್ಷಿಪಣಿ ವ್ಯವಸ್ಥೆಗಳಿಗೆ 5.5 ಬಿಲಿಯನ್ ಡಾಲರ್ ಒಪ್ಪಂದ ಮಾಡಿಕೊಂಡಿತ್ತು. bbox=[1355, 2043, 1543, 2220]
ed-emblem-icon: ಪ್ರವರ್ತನ ನಿರ್ದೇಶನಾಲಯ bbox=[442, 788, 567, 913]
contact-info: www.sanjevani.com contact @sanjevani.com PH: 080 22868882 bbox=[779, 227, 1095, 238]
ticker-item: ಬೆಳ್ಳಿ 1 ಕೆ.ಜಿ. - 1,21,000 bbox=[1062, 2290, 1197, 2306]
